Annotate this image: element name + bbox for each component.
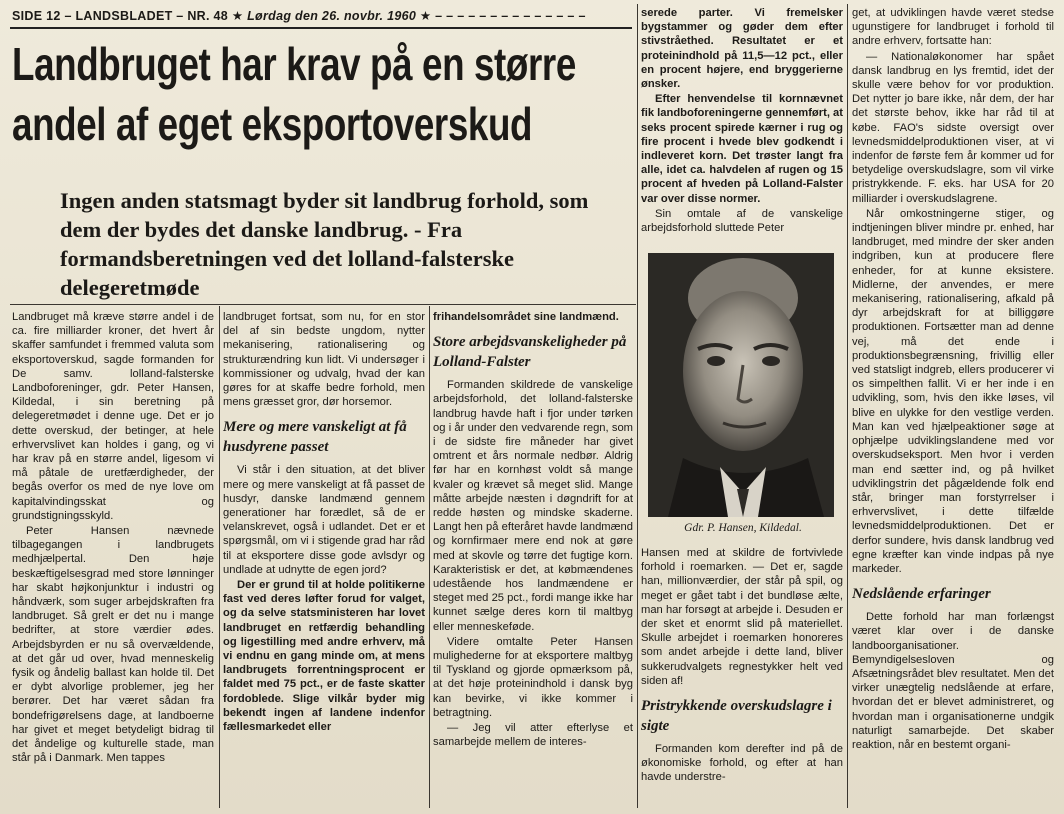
article-column-5	[852, 6, 1054, 806]
headline	[12, 34, 636, 154]
article-lead-paragraph: Landbruget må kræve større andel i de ca. fire milliarder kroner, det hvert år skaffer samfundet i fremmed valuta som eksportoverskud, sagde formanden for De samv. lolland-falsterske Landboforeninger, gdr. Peter Hansen, Kildedal, i sin beretning på delegeretmødet i denne uge. Det er jo dette overskud, der betinger, at hele erhvervslivet kan holdes i gang, og vi har krav på en større andel, ligesom vi må påtale de uretfærdigheder, der begås overfor os med de nye love om kapitalvindingsskat og grundstigningsskyld.	[12, 311, 214, 522]
crosshead: Mere og mere vanskeligt at få husdyrene passet	[223, 419, 407, 456]
article-paragraph: Dette forhold har man forlængst været klar over i de danske landboorganisationer. Bemyndigelsesloven og Afsætningsrådet blev resultatet. Men det virker unægtelig nedslående at erfare, hvordan det er blevet administreret, og hvordan man i organisationerne undgik naturligt samarbejde. Det skaber reaktion, når en bestemt organi-	[852, 611, 1054, 751]
article-column-1	[12, 310, 214, 806]
article-paragraph-bold: Efter henvendelse til kornnævnet fik landboforeningerne gennemført, at seks procent spirede kærner i rug og fire procent i hvede blev godkendt i indleveret korn. Det trøster langt fra alle, idet ca. halvdelen af rugen og 15 procent af hveden på Lolland-Falster var over disse normer.	[641, 93, 843, 205]
article-column-3	[433, 310, 633, 806]
portrait-photo	[648, 253, 834, 517]
article-paragraph: Videre omtalte Peter Hansen mulighederne for at eksportere maltbyg til Tyskland og gjorde opmærksom på, at det høje proteinindhold i dansk byg kan bevirke, vi ikke kommer i betragtning.	[433, 635, 633, 719]
crosshead: Pristrykkende overskudslagre i sigte	[641, 698, 832, 735]
article-paragraph: Formanden kom derefter ind på de økonomiske forhold, og efter at han havde understre-	[641, 743, 843, 784]
issue-number: NR. 48	[187, 9, 229, 23]
subhead-rule	[10, 304, 636, 305]
article-paragraph: get, at udviklingen havde været stedse ugunstigere for landbruget i forhold til andre erhverv, fortsatte han:	[852, 7, 1054, 48]
headline-line-2: andel af eget eksportoverskud	[12, 98, 533, 150]
article-paragraph: Når omkostningerne stiger, og indtjeningen bliver mindre pr. enhed, har landbruget, med mindre der sker anden indgriben, kun at producere flere enheder, for at kunne eksistere. Midlerne, der anvendes, er mere mekanisering, rationalisering, afkald på dyr arbejdskraft for at billiggøre produktionen. Fortsætter man ad denne vej, må det ende i produktionsbegrænsning, frivillig eller ved statsligt indgreb, ellers producerer vi os simpelthen fallit. Vi er her inde i en udvikling, som, hvis den ikke løses, vil blive en ulykke for den vestlige verden. Man kan ved hjælpeaktioner søge at ophjælpe udviklingslandene med vor overskudseksport. Men hvor i verden man end sætter ind, og på hvilket udviklingstrin det pågældende folk end står, bringer man forstyrrelser i erhvervslivet, i dette tilfælde levnedsmiddelproduktionen. Det er derfor sundere, hvis dansk landbrug ved egne kræfter kan vinde indpas på nye markeder.	[852, 207, 1054, 575]
article-paragraph: Peter Hansen nævnede tilbagegangen i landbrugets medhjælpertal. Den høje beskæftigelsesgrad med store lønninger har skabt højkonjunktur i industri og håndværk, som suger arbejdskraften fra landbruget. Så grelt er det nu i mange bedrifter, at store værdier ødes. Arbejdsbyrden er nu så overvældende, at det går ud over, hvad menneskelig fysik og åndelig ballast kan holde til. Det er dybt alvorlige problemer, jeg her berører. Det har været sådan fra bondefrigørelsens dage, at landboerne har givet et meget betydeligt bidrag til det åndelige og kulturelle stade, man står på i Danmark. Men tappes	[12, 525, 214, 765]
page-number: SIDE 12	[12, 9, 61, 23]
article-column-2	[223, 310, 425, 806]
article-paragraph: Vi står i den situation, at det bliver mere og mere vanskeligt at få passet de husdyr, danske landmænd gennem generationer har forædlet, så de er velanskrevet, også i udlandet. Det er et spørgsmål, om vi i stigende grad har råd til at eksportere disse gode avlsdyr og undlade at udnytte de egen jord?	[223, 464, 425, 576]
article-column-4-top	[641, 6, 843, 242]
photo-caption: Gdr. P. Hansen, Kildedal.	[684, 522, 802, 534]
article-column-4-bottom	[641, 546, 843, 806]
article-paragraph: Formanden skildrede de vanskelige arbejdsforhold, det lolland-falsterske landbrug havde haft i fjor under tørken og i år under den vedvarende regn, som i de sidste fire måneder har givet omtrent et års normale nedbør. Aldrig før har en kornhøst voldt så mange kvaler og krævet så meget slid. Mange måtte arbejde næsten i døgndrift for at redde høsten og mindske skaderne. Langt hen på efteråret havde landmænd og kornfirmaer mere end nok at gøre med at skovle og tørre det fugtige korn. Karakteristisk er det, at købmændenes udestående hos landmændene er steget med 25 pct., fordi mange ikke har kunnet sælge deres korn til maltbyg eller menneskeføde.	[433, 379, 633, 633]
article-paragraph: — Nationaløkonomer har spået dansk landbrug en lys fremtid, idet der skulle være behov for vor produktion. Det nytter jo bare ikke, når dem, der har det største behov, ikke har råd til at købe. FAO's sidste oversigt over levnedsmiddelproduktionen viser, at vi indenfor de første fem år kommer ud for betydelige overskudslagre, som vil virke pristrykkende. F. eks. har USA for 20 milliarder i overskudslagrene.	[852, 50, 1054, 205]
column-rule	[429, 306, 430, 808]
article-paragraph: Hansen med at skildre de fortvivlede forhold i roemarken. — Det er, sagde han, millionværdier, der står på spil, og meget er gået tabt i det bundløse ælte, man har forsøgt at arbejde i. Desuden er der sket et enormt slid på materiellet. Skulle arbejdet i roemarken honoreres som andet arbejde i dette land, bliver sukkerudvalgets regnestykker helt ved siden af!	[641, 547, 843, 687]
headline-line-1: Landbruget har krav på en større	[12, 38, 576, 90]
article-paragraph-bold: serede parter. Vi fremelsker bygstammer og gøder dem efter stivstråethed. Resultatet er et proteinindhold på 11,5—12 pct., eller en procent højere, end bryggerierne ønsker.	[641, 7, 843, 91]
article-paragraph: Sin omtale af de vanskelige arbejdsforhold sluttede Peter	[641, 207, 843, 235]
column-rule	[637, 4, 638, 808]
issue-date: Lørdag den 26. novbr. 1960	[247, 9, 417, 23]
crosshead: Nedslående erfaringer	[852, 586, 991, 603]
column-rule	[219, 306, 220, 808]
masthead-rule	[10, 27, 632, 29]
crosshead: Store arbejdsvanskeligheder på Lolland-Falster	[433, 334, 627, 371]
portrait-illustration	[648, 253, 834, 517]
article-paragraph: — Jeg vil atter efterlyse et samarbejde mellem de interes-	[433, 722, 633, 749]
column-rule	[847, 4, 848, 808]
paper-name: LANDSBLADET	[75, 9, 173, 23]
article-paragraph-bold: Der er grund til at holde politikerne fast ved deres løfter forud for valget, og da selve statsministeren har lovet landbruget en retfærdig behandling og ligestilling med andre erhverv, må vi endnu en gang minde om, at mens landbrugets forrentningsprocent er faldet med 75 pct., er de faste skatter fordoblede. Slige vilkår byder mig bekendt ingen af landene indenfor fællesmarkedet eller	[223, 579, 425, 734]
article-paragraph-bold: frihandelsområdet sine landmænd.	[433, 311, 619, 323]
article-paragraph: landbruget fortsat, som nu, for en stor del af sin bedste ungdom, nytter mekanisering, rationalisering og strukturændring kun lidt. Vi undersøger i kommissioner og udvalg, hvad der kan gøres for at skaffe bedre forhold, men mens græsset gror, dør horsemor.	[223, 311, 425, 409]
subheadline: Ingen anden statsmagt byder sit landbrug forhold, som dem der bydes det danske landbrug. - Fra formandsberetningen ved det lolland-falsterske delegeretmøde	[60, 188, 589, 300]
masthead: SIDE 12 – LANDSBLADET – NR. 48 ★ Lørdag den 26. novbr. 1960 ★ – – – – – – – – – – – – – –	[12, 9, 586, 23]
